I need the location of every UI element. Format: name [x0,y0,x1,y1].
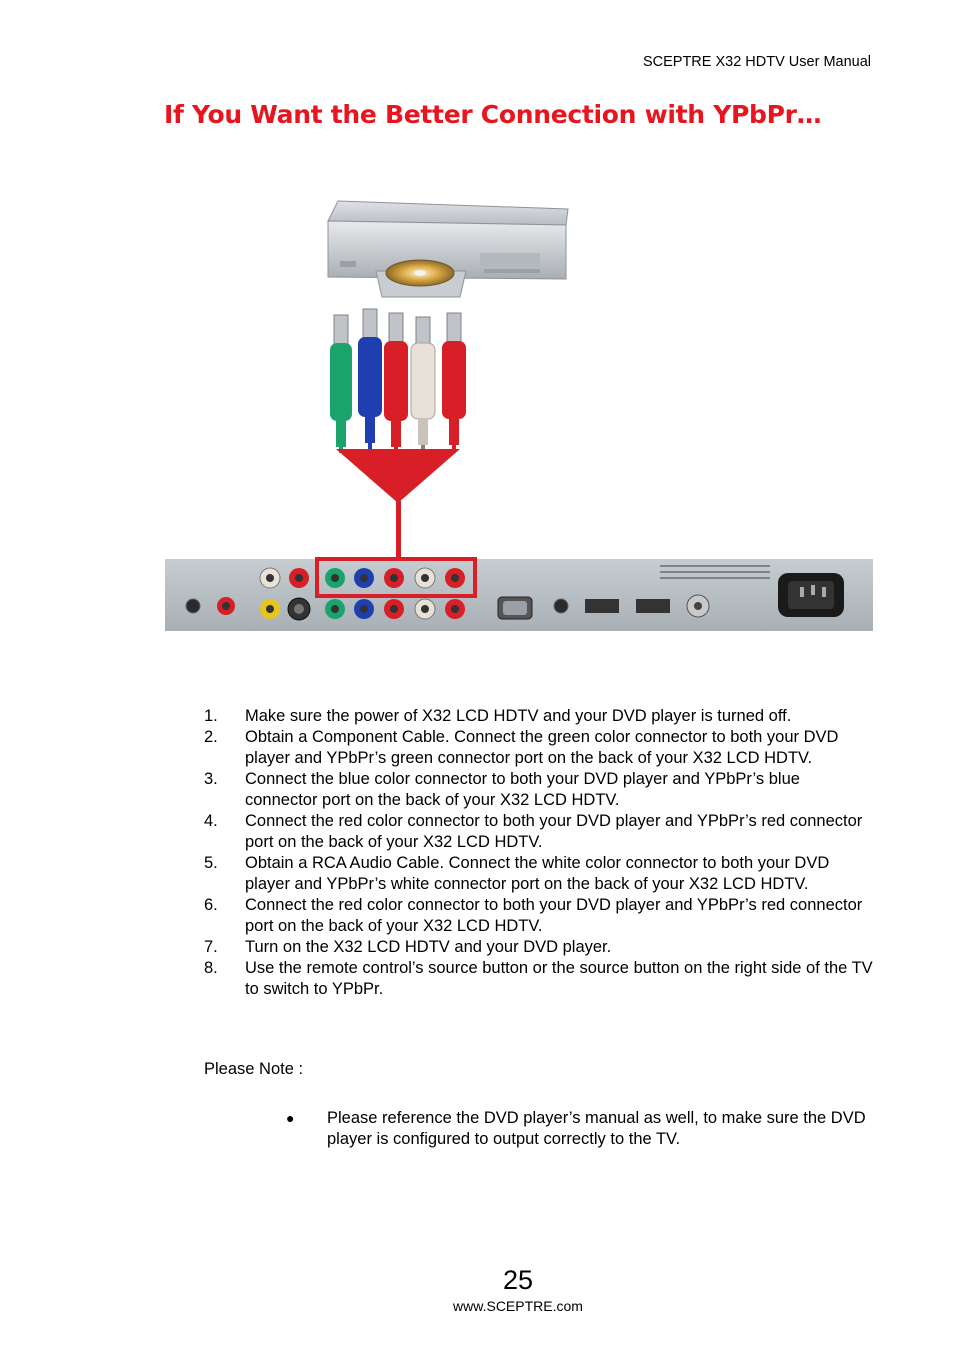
list-item: 2. Obtain a Component Cable. Connect the green color connector to both your DVD player and YPbPr’s green connector port on the back of your X32 LCD HDTV. [204,728,839,767]
list-item: 6. Connect the red color connector to both your DVD player and YPbPr’s red connector port on the back of your X32 LCD HDTV. [204,896,863,935]
website-footer: www.SCEPTRE.com [453,1298,583,1314]
document-header: SCEPTRE X32 HDTV User Manual [642,54,871,70]
connection-diagram [160,185,880,645]
list-item: 8. Use the remote control’s source button or the source button on the right side of the TV to switch to YPbPr. [204,959,873,998]
page-number: 25 [502,1265,534,1295]
list-item: 7. Turn on the X32 LCD HDTV and your DVD player. [204,938,612,956]
note-label: Please Note : [204,1060,304,1078]
bullet-icon: ● [286,1110,295,1126]
note-text: Please reference the DVD player’s manual as well, to make sure the DVD player is configured to output correctly to the TV. [327,1109,866,1148]
section-title: If You Want the Better Connection with YPbPr… [164,100,822,129]
note-bullet [286,1108,866,1150]
list-item: 4. Connect the red color connector to both your DVD player and YPbPr’s red connector port on the back of your X32 LCD HDTV. [204,812,863,851]
dvd-player-image [328,201,568,297]
component-cable-image [330,309,466,453]
instruction-steps [204,706,874,1000]
list-item: 1. Make sure the power of X32 LCD HDTV and your DVD player is turned off. [204,707,792,725]
tv-rear-panel-image [165,559,873,631]
list-item: 5. Obtain a RCA Audio Cable. Connect the white color connector to both your DVD player and YPbPr’s white connector port on the back of your X32 LCD HDTV. [204,854,830,893]
list-item: 3. Connect the blue color connector to both your DVD player and YPbPr’s blue connector port on the back of your X32 LCD HDTV. [204,770,800,809]
connection-arrow [336,449,460,561]
